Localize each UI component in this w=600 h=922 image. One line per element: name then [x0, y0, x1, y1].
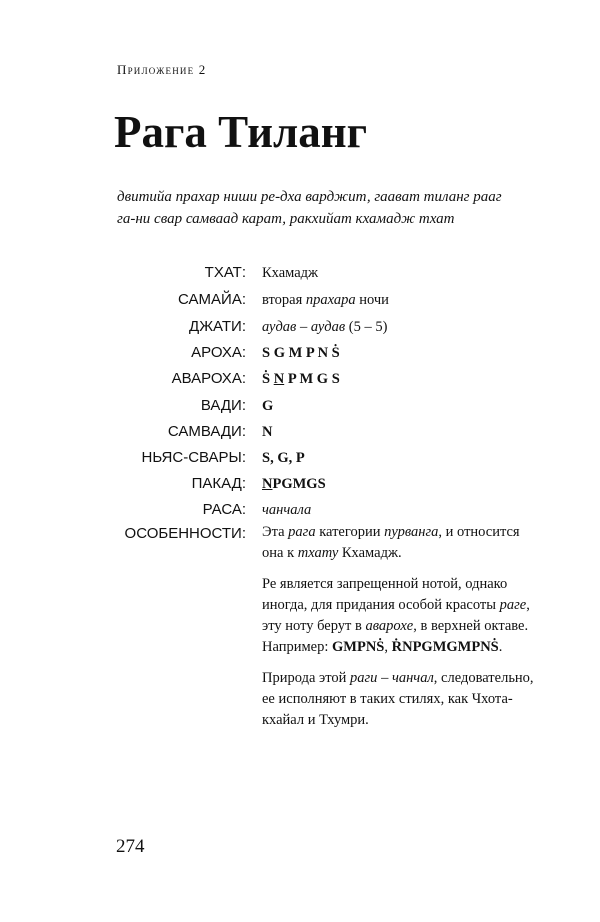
- note-text: ее исполняют в таких стилях, как Чхота-: [262, 691, 513, 707]
- field-label: ОСОБЕННОСТИ:: [124, 525, 246, 542]
- note-emphasis: пурванга: [384, 524, 439, 540]
- field-value: G: [262, 398, 274, 414]
- value-emphasis: прахара: [305, 292, 356, 308]
- note-text: категории: [315, 524, 385, 540]
- field-value: [262, 472, 326, 496]
- note-text: , следовательно,: [433, 670, 534, 686]
- note-text: Ре является запрещенной нотой, однако: [262, 576, 508, 592]
- field-label: САМАЙА:: [178, 291, 246, 308]
- value-text: вторая: [262, 292, 306, 308]
- note-text: Кхамадж.: [338, 545, 402, 561]
- value-text: ночи: [355, 292, 389, 308]
- field-label: АРОХА:: [191, 344, 246, 361]
- field-value: чанчала: [262, 502, 312, 518]
- note-notation: ṘNPGMGMPNṠ: [391, 639, 499, 655]
- field-value: [262, 367, 340, 391]
- row-jati: [0, 315, 600, 339]
- field-label: ВАДИ:: [200, 397, 246, 414]
- features-notes: [262, 522, 552, 741]
- note-text: Природа этой: [262, 670, 351, 686]
- note-text: , в верхней октаве.: [413, 618, 529, 634]
- value-emphasis: аудав – аудав: [262, 319, 346, 335]
- note-text: , и относится: [438, 524, 520, 540]
- note-paragraph: [262, 668, 552, 731]
- field-label: АВАРОХА:: [171, 370, 246, 387]
- field-label: РАСА:: [202, 501, 246, 518]
- note-text: она к: [262, 545, 298, 561]
- field-label: ТХАТ:: [204, 264, 246, 281]
- note-emphasis: раге: [499, 597, 527, 613]
- note-emphasis: аварохе: [365, 618, 414, 634]
- epigraph-line: га-ни свар самваад карат, ракхийат кхамадж тхат: [117, 211, 455, 227]
- note-text: Например:: [262, 639, 333, 655]
- value-low-note: N: [273, 371, 285, 387]
- row-vadi: [0, 394, 600, 418]
- row-thaat: [0, 261, 600, 285]
- field-value: S, G, P: [262, 450, 305, 466]
- value-text: P M G S: [284, 371, 340, 387]
- note-text: .: [498, 639, 503, 655]
- page-number: 274: [116, 836, 145, 857]
- note-paragraph: [262, 574, 552, 658]
- field-label: САМВАДИ:: [167, 423, 246, 440]
- running-head: Приложение 2: [117, 62, 207, 77]
- note-text: –: [377, 670, 392, 686]
- field-label: ДЖАТИ:: [189, 318, 246, 335]
- value-text: Ṡ: [262, 371, 274, 387]
- row-pakad: [0, 472, 600, 496]
- value-text: (5 – 5): [345, 319, 388, 335]
- field-value: [262, 315, 387, 339]
- field-value: [262, 288, 389, 312]
- note-text: иногда, для придания особой красоты: [262, 597, 500, 613]
- note-text: кхайал и Тхумри.: [262, 712, 369, 728]
- note-text: эту ноту берут в: [262, 618, 366, 634]
- page-title: Рага Тиланг: [114, 107, 368, 157]
- field-value: S G M P N Ṡ: [262, 345, 340, 361]
- row-samvadi: [0, 420, 600, 444]
- note-emphasis: чанчал: [391, 670, 434, 686]
- value-low-note: N: [262, 476, 273, 492]
- value-text: PGMGS: [272, 476, 326, 492]
- note-paragraph: [262, 522, 552, 564]
- note-text: Эта: [262, 524, 289, 540]
- row-aroha: [0, 341, 600, 365]
- row-avaroha: [0, 367, 600, 391]
- row-nyas-svara: [0, 446, 600, 470]
- epigraph: [117, 186, 537, 230]
- note-text: ,: [384, 639, 392, 655]
- note-notation: GMPNṠ: [332, 639, 385, 655]
- row-samaya: [0, 288, 600, 312]
- field-value: N: [262, 424, 273, 440]
- note-emphasis: раги: [350, 670, 378, 686]
- note-emphasis: рага: [288, 524, 316, 540]
- row-rasa: [0, 498, 600, 522]
- field-label: НЬЯС-СВАРЫ:: [141, 449, 246, 466]
- field-label: ПАКАД:: [191, 475, 246, 492]
- note-text: ,: [526, 597, 530, 613]
- field-value: Кхамадж: [262, 265, 319, 281]
- note-emphasis: тхату: [297, 545, 339, 561]
- epigraph-line: двитийа прахар ниши ре-дха варджит, гаават тиланг рааг: [117, 189, 502, 205]
